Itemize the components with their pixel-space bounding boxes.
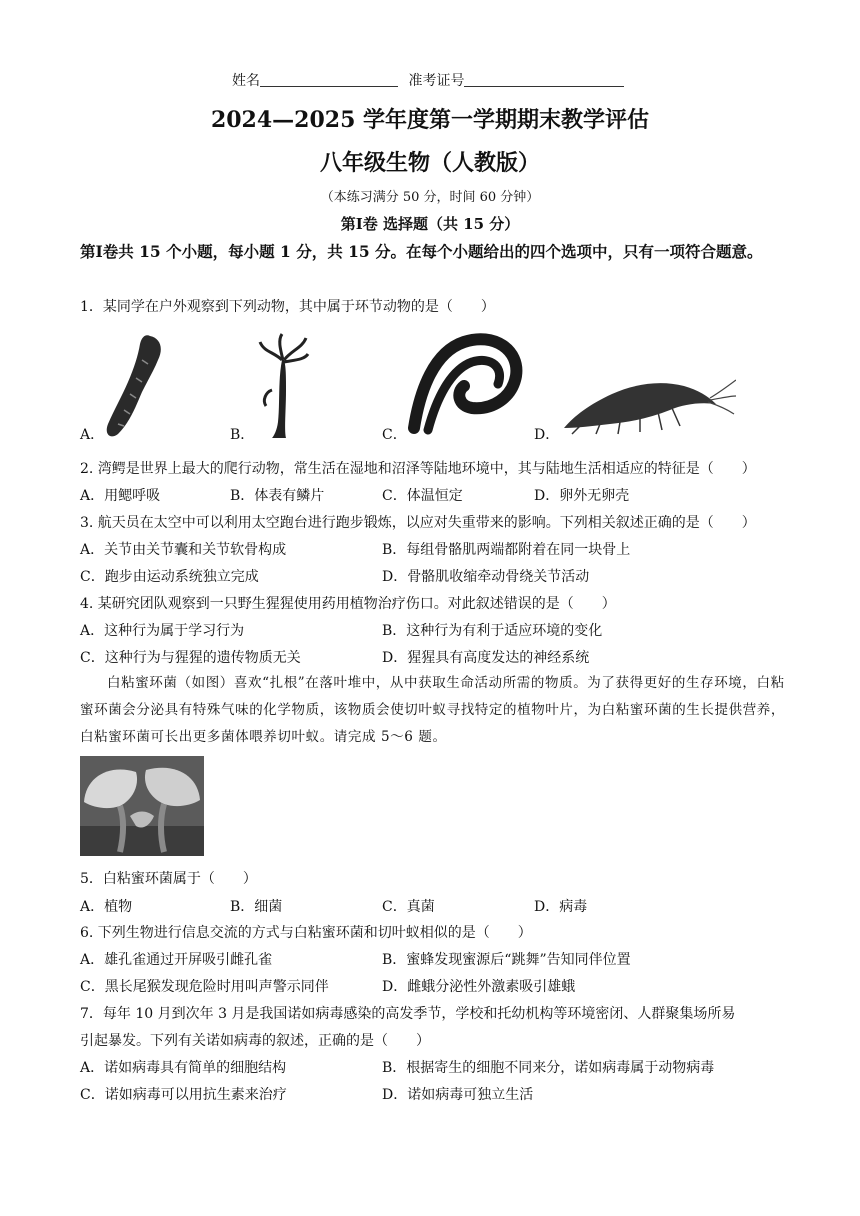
q6-option-b[interactable]: B．蜜蜂发现蜜源后“跳舞”告知同伴位置 [382,952,631,968]
q5-option-b[interactable]: B．细菌 [230,899,283,915]
q5-option-d[interactable]: D．病毒 [534,899,588,915]
candidate-info-line [232,70,624,90]
q1-stem: 1．某同学在户外观察到下列动物，其中属于环节动物的是（ ） [80,299,495,315]
mushroom-photo [80,756,204,856]
q3-stem: 3. 航天员在太空中可以利用太空跑台进行跑步锻炼，以应对失重带来的影响。下列相关叙述正确的是（ ） [80,515,756,531]
q6-option-c[interactable]: C．黑长尾猴发现危险时用叫声警示同伴 [80,979,329,995]
q7-option-c[interactable]: C．诺如病毒可以用抗生素来治疗 [80,1087,287,1103]
q3-option-d[interactable]: D．骨骼肌收缩牵动骨绕关节活动 [382,569,590,585]
exam-id-blank[interactable] [464,72,624,87]
reading-passage: 白粘蜜环菌（如图）喜欢“扎根”在落叶堆中，从中获取生命活动所需的物质。为了获得更好的生存环境，白粘蜜环菌会分泌具有特殊气味的化学物质，该物质会使切叶蚁寻找特定的植物叶片，为白粘蜜环菌的生长提供营养，白粘蜜环菌可长出更多菌体喂养切叶蚁。请完成 5～6 题。 [80,675,785,745]
leech-image [98,330,170,442]
name-blank[interactable] [260,72,398,87]
q4-option-a[interactable]: A．这种行为属于学习行为 [80,623,245,639]
q4-option-d[interactable]: D．猩猩具有高度发达的神经系统 [382,650,590,666]
q6-option-d[interactable]: D．雌蛾分泌性外激素吸引雄蛾 [382,979,576,995]
q5-stem: 5．白粘蜜环菌属于（ ） [80,871,257,887]
page-title: 2024—2025 学年度第一学期期末教学评估 [210,107,650,133]
q4-stem: 4. 某研究团队观察到一只野生猩猩使用药用植物治疗伤口。对此叙述错误的是（ ） [80,596,616,612]
q3-option-b[interactable]: B．每组骨骼肌两端都附着在同一块骨上 [382,542,631,558]
exam-id-label: 准考证号 [408,73,465,89]
q2-stem: 2. 湾鳄是世界上最大的爬行动物，常生活在湿地和沼泽等陆地环境中，其与陆地生活相适应的特征是（ ） [80,461,756,477]
q4-option-b[interactable]: B．这种行为有利于适应环境的变化 [382,623,603,639]
q2-option-a[interactable]: A．用鳃呼吸 [80,488,161,504]
q7-option-b[interactable]: B．根据寄生的细胞不同来分，诺如病毒属于动物病毒 [382,1060,715,1076]
q7-stem-line1: 7．每年 10 月到次年 3 月是我国诺如病毒感染的高发季节，学校和托幼机构等环境密闭、人群聚集场所易 [80,1006,736,1022]
roundworm-image [406,330,524,438]
q3-option-c[interactable]: C．跑步由运动系统独立完成 [80,569,259,585]
exam-note: （本练习满分 50 分，时间 60 分钟） [320,190,540,205]
q2-option-d[interactable]: D．卵外无卵壳 [534,488,630,504]
q2-option-b[interactable]: B．体表有鳞片 [230,488,325,504]
q1-label-d[interactable]: D． [534,427,560,443]
section-instructions: 第Ⅰ卷共 15 个小题，每小题 1 分，共 15 分。在每个小题给出的四个选项中，只有一项符合题意。 [80,242,763,261]
q6-option-a[interactable]: A．雄孔雀通过开屏吸引雌孔雀 [80,952,273,968]
q3-option-a[interactable]: A．关节由关节囊和关节软骨构成 [80,542,287,558]
hydra-image [252,330,312,442]
q7-option-a[interactable]: A．诺如病毒具有简单的细胞结构 [80,1060,287,1076]
q1-label-b[interactable]: B． [230,427,255,443]
q1-label-c[interactable]: C． [382,427,407,443]
q4-option-c[interactable]: C．这种行为与猩猩的遗传物质无关 [80,650,301,666]
q6-stem: 6. 下列生物进行信息交流的方式与白粘蜜环菌和切叶蚁相似的是（ ） [80,925,532,941]
q2-option-c[interactable]: C．体温恒定 [382,488,463,504]
q5-option-a[interactable]: A．植物 [80,899,133,915]
q1-label-a[interactable]: A． [80,427,105,443]
page-subtitle: 八年级生物（人教版） [319,150,540,176]
q7-stem-line2: 引起暴发。下列有关诺如病毒的叙述，正确的是（ ） [80,1033,430,1049]
section-title: 第Ⅰ卷 选择题（共 15 分） [340,215,520,233]
q7-option-d[interactable]: D．诺如病毒可独立生活 [382,1087,534,1103]
name-label: 姓名 [232,73,260,89]
q5-option-c[interactable]: C．真菌 [382,899,435,915]
shrimp-image [560,366,736,436]
